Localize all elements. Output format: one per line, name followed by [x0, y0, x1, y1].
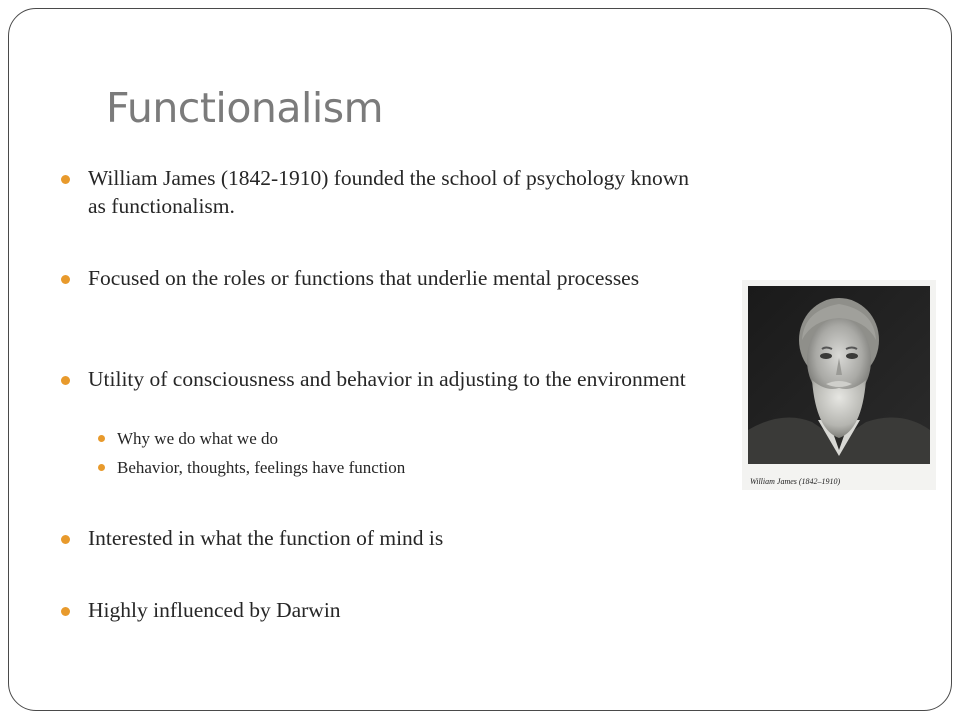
bullet-dot-icon — [61, 535, 70, 544]
slide-title: Functionalism — [106, 84, 384, 132]
bullet-text: William James (1842-1910) founded the school of psychology known as functionalism. — [88, 166, 690, 218]
bullet-text: Interested in what the function of mind is — [88, 526, 444, 550]
bullet-dot-icon — [98, 464, 105, 471]
sub-bullet-item — [117, 457, 677, 479]
bullet-item — [88, 264, 708, 292]
portrait-image-icon — [742, 280, 936, 490]
bullet-dot-icon — [98, 435, 105, 442]
bullet-text: Utility of consciousness and behavior in adjusting to the environment — [88, 367, 686, 391]
bullet-dot-icon — [61, 175, 70, 184]
bullet-item — [88, 164, 708, 220]
sub-bullet-text: Behavior, thoughts, feelings have function — [117, 458, 406, 477]
bullet-item — [88, 365, 708, 393]
bullet-dot-icon — [61, 376, 70, 385]
bullet-text: Focused on the roles or functions that underlie mental processes — [88, 266, 640, 290]
bullet-text: Highly influenced by Darwin — [88, 598, 341, 622]
bullet-dot-icon — [61, 275, 70, 284]
bullet-item — [88, 596, 708, 624]
bullet-dot-icon — [61, 607, 70, 616]
photo-caption: William James (1842–1910) — [750, 477, 841, 486]
sub-bullet-item — [117, 428, 677, 450]
portrait-photo — [742, 280, 936, 490]
bullet-item — [88, 524, 708, 552]
sub-bullet-text: Why we do what we do — [117, 429, 278, 448]
